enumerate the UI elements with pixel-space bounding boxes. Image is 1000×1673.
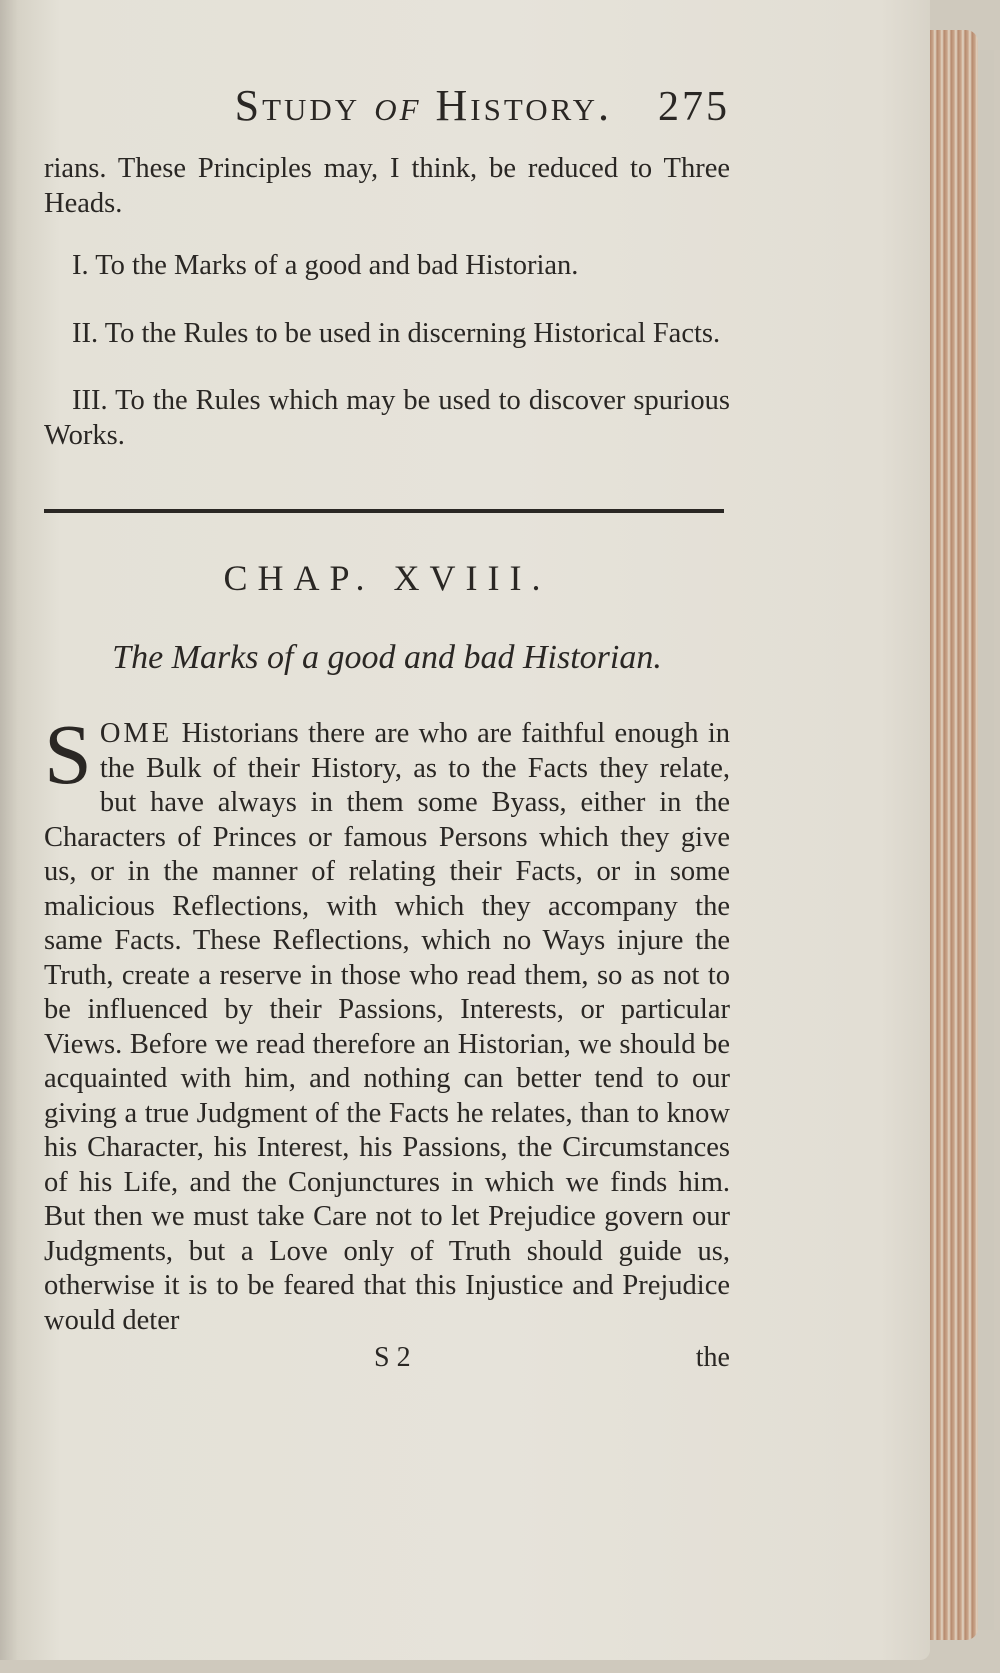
chapter-heading: CHAP. XVIII. xyxy=(223,558,551,598)
heading-list-item: I. To the Marks of a good and bad Historian. xyxy=(72,250,579,281)
drop-cap: S xyxy=(44,706,92,802)
heading-list-item: III. To the Rules which may be used to discover spurious Works. xyxy=(44,385,730,451)
heading-list-item: II. To the Rules to be used in discerning Historical Facts. xyxy=(72,317,721,349)
signature-mark: S 2 xyxy=(374,1342,411,1373)
section-rule xyxy=(44,509,724,513)
running-header xyxy=(44,80,730,146)
lead-paragraph: rians. These Principles may, I think, be reduced to Three Heads. xyxy=(44,153,730,219)
page-number: 275 xyxy=(658,84,730,130)
page-text xyxy=(44,80,730,1374)
page-footer xyxy=(44,1342,730,1374)
running-title: Study of History. xyxy=(234,81,612,130)
opening-small-caps: OME xyxy=(99,718,173,749)
chapter-subtitle: The Marks of a good and bad Historian. xyxy=(112,639,662,676)
catchword: the xyxy=(695,1342,730,1373)
body-paragraph xyxy=(44,706,730,1338)
body-text: Historians there are who are faithful enough in the Bulk of their History, as to the Facts they relate, but have always in them some Byass, either in the Characters of Princes or famous Persons which they give us, or in the manner of relating their Facts, or in some malicious Reflections, with which they accompany the same Facts. These Reflections, which no Ways injure the Truth, create a reserve in those who read them, so as not to be influenced by their Passions, Interests, or particular Views. Before we read therefore an Historian, we should be acquainted with him, and nothing can better tend to our giving a true Judgment of the Facts he relates, than to know his Character, his Interest, his Passions, the Circumstances of his Life, and the Conjunctures in which we finds him. But then we must take Care not to let Prejudice govern our Judgments, but a Love only of Truth should guide us, otherwise it is to be feared that this Injustice and Prejudice would deter xyxy=(44,718,730,1336)
page-edges xyxy=(930,30,978,1640)
